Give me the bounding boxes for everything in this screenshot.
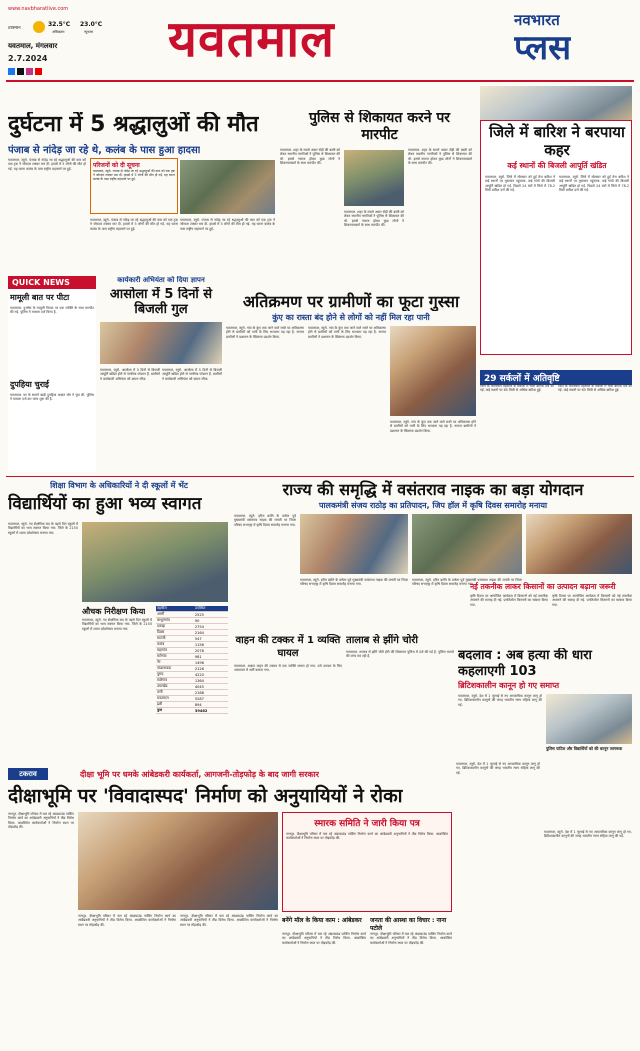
law-body: यवतमाल, ब्यूरो. देश में 1 जुलाई से नए आपराधिक कानून लागू हो गए. ब्रिटिशकालीन कानूनों की जगह भारतीय न्याय संहिता लागू की गई. (458, 694, 542, 707)
header-rule (6, 80, 634, 82)
police-body-col2: यवतमाल. शहर के सावरे अवार रोड़ी की बस्ती को लेकर स्थानीय नागरिकों ने पुलिस से शिकायत की थी. इससे नाराज होकर कुछ लोगों ने शिकायतकर्ता के साथ मारपीट की. (344, 210, 404, 227)
table-cell-count: 547 (194, 636, 228, 642)
family-informed-body: यवतमाल, ब्यूरो. पंजाब से नांदेड़ जा रहे श्रद्धालुओं की कार को एक ट्रक ने जोरदार टक्कर मार दी. हादसे में 5 लोगों की मौत हो गई. यह घटना कलंब के पास राष्ट्रीय महामार्ग पर हुई. (93, 169, 175, 181)
table-cell-count: 2076 (194, 648, 228, 654)
table-cell-taluka: मारेगांव (156, 654, 194, 660)
school-story (8, 480, 230, 758)
attendance-rows (156, 612, 228, 714)
city-day: यवतमाल, मंगलवार (8, 42, 58, 50)
farmers-body-col1: कृषि दिवस पर आयोजित कार्यक्रम में किसानों को नई तकनीक अपनाने की सलाह दी गई. प्रगतिशील किसानों का सत्कार किया गया. (470, 594, 548, 607)
law-body-cont1: यवतमाल, ब्यूरो. देश में 1 जुलाई से नए आपराधिक कानून लागू हो गए. ब्रिटिशकालीन कानूनों की जगह भारतीय न्याय संहिता लागू की गई. (456, 762, 540, 775)
issue-date: 2.7.2024 (8, 54, 48, 63)
thermometer-icon (33, 21, 45, 33)
encroach-photo (390, 326, 476, 416)
law-subhead: ब्रिटिशकालीन कानून हो गए समाप्त (458, 681, 560, 690)
max-temp-label: अधिकतम (52, 30, 65, 34)
lead-body-col3: यवतमाल, ब्यूरो. पंजाब से नांदेड़ जा रहे श्रद्धालुओं की कार को एक ट्रक ने जोरदार टक्कर मार दी. हादसे में 5 लोगों की मौत हो गई. यह घटना कलंब के पास राष्ट्रीय महामार्ग पर हुई. (180, 218, 275, 231)
diksha-sub2-body: नागपुर. दीक्षाभूमि परिसर में चल रहे अंडरग्राउंड पार्किंग निर्माण कार्य का आंबेडकरी अनुयायियों ने तीव्र विरोध किया. आक्रोशित कार्यकर्ताओं ने निर्माण स्थल पर तोड़फोड़ की. (370, 932, 452, 945)
table-cell-taluka: पांढरकवडा (156, 666, 194, 672)
weather-widget (8, 20, 118, 36)
table-cell-count: 5287 (194, 696, 228, 702)
school-kicker: शिक्षा विभाग के अधिकारियों ने दी स्कूलों में भेंट (50, 481, 188, 490)
naik-body-col1: यवतमाल, ब्यूरो. हरित क्रांति के प्रणेता पूर्व मुख्यमंत्री वसंतराव नाइक की जयंती पर जिला परिषद सभागृह में कृषि दिवस समारोह मनाया गया. (234, 514, 296, 527)
facebook-icon[interactable] (8, 68, 15, 75)
rain-body-col2: यवतमाल, ब्यूरो. जिले में सोमवार को हुई तेज बारिश ने कई स्थानों पर नुकसान पहुंचाया. कई गांवों की बिजली आपूर्ति खंडित हो गई. पिछले 24 घंटों में जिले में 78.2 मिमी बारिश दर्ज की गई. (559, 175, 629, 192)
accident-photo (180, 160, 275, 214)
memo-body: नागपुर. दीक्षाभूमि परिसर में चल रहे अंडरग्राउंड पार्किंग निर्माण कार्य का आंबेडकरी अनुयायियों ने तीव्र विरोध किया. आक्रोशित कार्यकर्ताओं ने निर्माण स्थल पर तोड़फोड़ की. (286, 832, 448, 841)
school-body-col1: यवतमाल, ब्यूरो. नए शैक्षणिक सत्र के पहले दिन स्कूलों में विद्यार्थियों का भव्य स्वागत किया गया. जिले के 2150 स्कूलों में शाला प्रवेशोत्सव मनाया गया. (8, 522, 78, 535)
law-photo (546, 694, 632, 744)
quick-news-item2-title: दुपहिया चुराई (10, 380, 49, 389)
site-url[interactable]: www.navbharatlive.com (8, 6, 69, 12)
encroach-story (226, 292, 476, 472)
lead-body-col1: यवतमाल, ब्यूरो. पंजाब से नांदेड़ जा रहे श्रद्धालुओं की कार को एक ट्रक ने जोरदार टक्कर मार दी. हादसे में 5 लोगों की मौत हो गई. यह घटना कलंब के पास राष्ट्रीय महामार्ग पर हुई. (8, 158, 86, 171)
memo-title: स्मारक समिति ने जारी किया पत्र (314, 819, 420, 829)
lead-headline: दुर्घटना में 5 श्रद्धालुओं की मौत (8, 112, 259, 137)
table-header-taluka: तहसील (156, 606, 194, 612)
section-rule-1 (6, 476, 634, 477)
table-cell-taluka: कुल (156, 708, 194, 714)
table-header-count: उपस्थित (194, 606, 228, 612)
naik-photo-1 (300, 514, 408, 574)
accident-body: यवतमाल. अज्ञात वाहन की टक्कर से एक व्यक्ति घायल हो गया. उसे उपचार के लिए अस्पताल में भर्ती कराया गया. (234, 664, 342, 673)
quick-news-item1-body: यवतमाल. दुर्भाषा के मामूली विवाद पर एक व्यक्ति के साथ मारपीट की गई. पुलिस ने मामला दर्ज किया है. (10, 306, 94, 315)
youtube-icon[interactable] (35, 68, 42, 75)
quick-news-title: QUICK NEWS (8, 276, 96, 289)
social-icons (8, 68, 42, 75)
rain-story (480, 120, 632, 355)
table-cell-count: 2525 (194, 612, 228, 618)
max-temp: 32.5°C (48, 21, 71, 28)
surplus-title: 29 सर्कलों में अतिवृष्टि (480, 370, 632, 385)
encroach-body-col1: यवतमाल, ब्यूरो. गांव के कुंए तक जाने वाले रास्ते पर अतिक्रमण होने से ग्रामीणों को पानी के लिए भटकना पड़ रहा है. नाराज ग्रामीणों ने प्रशासन के खिलाफ प्रदर्शन किया. (226, 326, 304, 339)
lead-subhead: पंजाब से नांदेड़ जा रहे थे, कलंब के पास हुआ हादसा (8, 145, 201, 156)
law-headline: बदलाव : अब हत्या की धारा कहलाएगी 103 (458, 648, 592, 679)
encroach-headline: अतिक्रमण पर ग्रामीणों का फूटा गुस्सा (242, 292, 460, 311)
surplus-box (480, 370, 632, 472)
table-cell-count: 2754 (194, 624, 228, 630)
family-informed-box (90, 158, 178, 214)
table-cell-taluka: पुसद (156, 672, 194, 678)
table-cell-count: 39462 (194, 708, 228, 714)
naik-subhead: पालकमंत्री संजय राठोड़ का प्रतिपादन, जिप हॉल में कृषि दिवस समारोह मनाया (318, 501, 548, 510)
table-cell-taluka: महागांव (156, 648, 194, 654)
rain-body-col1: यवतमाल, ब्यूरो. जिले में सोमवार को हुई तेज बारिश ने कई स्थानों पर नुकसान पहुंचाया. कई गांवों की बिजली आपूर्ति खंडित हो गई. पिछले 24 घंटों में जिले में 78.2 मिमी बारिश दर्ज की गई. (485, 175, 555, 192)
table-cell-count: 4045 (194, 684, 228, 690)
naik-body-col3: यवतमाल, ब्यूरो. हरित क्रांति के प्रणेता पूर्व मुख्यमंत्री वसंतराव नाइक की जयंती पर जिला परिषद सभागृह में कृषि दिवस समारोह मनाया गया. (412, 578, 522, 587)
power-body-col2: यवतमाल, ब्यूरो. आसोला में 5 दिनों से बिजली आपूर्ति खंडित होने से नागरिक परेशान हैं. ग्रामीणों ने कार्यकारी अभियंता को ज्ञापन सौंपा. (162, 368, 222, 381)
masthead-title: यवतमाल (168, 10, 336, 68)
power-photo (100, 322, 222, 364)
rain-photo (480, 86, 632, 124)
police-headline: पुलिस से शिकायत करने पर मारपीट (308, 110, 451, 143)
diksha-body-col2: नागपुर. दीक्षाभूमि परिसर में चल रहे अंडरग्राउंड पार्किंग निर्माण कार्य का आंबेडकरी अनुयायियों ने तीव्र विरोध किया. आक्रोशित कार्यकर्ताओं ने निर्माण स्थल पर तोड़फोड़ की. (78, 914, 176, 927)
pond-headline: तालाब से झींगे चोरी (346, 635, 418, 646)
table-cell-taluka: उमरखेड (156, 684, 194, 690)
police-story (280, 110, 475, 272)
table-cell-taluka: दिग्रस (156, 630, 194, 636)
naik-body-col2: यवतमाल, ब्यूरो. हरित क्रांति के प्रणेता पूर्व मुख्यमंत्री वसंतराव नाइक की जयंती पर जिला परिषद सभागृह में कृषि दिवस समारोह मनाया गया. (300, 578, 408, 587)
table-cell-taluka: यवतमाल (156, 696, 194, 702)
law-caption: पुलिस पाटिल और विद्यार्थियों को की कानून जागरूक (546, 746, 623, 751)
surplus-body-col2: जिले के यवतमाल तहसील के सर्कलों में भारी बारिश दर्ज की गई. कई स्थानों पर 65 मिमी से अधिक बारिश हुई. (558, 384, 632, 393)
school-body-col2: यवतमाल, ब्यूरो. नए शैक्षणिक सत्र के पहले दिन स्कूलों में विद्यार्थियों का भव्य स्वागत किया गया. जिले के 2150 स्कूलों में शाला प्रवेशोत्सव मनाया गया. (82, 618, 152, 631)
diksha-sub1-body: नागपुर. दीक्षाभूमि परिसर में चल रहे अंडरग्राउंड पार्किंग निर्माण कार्य का आंबेडकरी अनुयायियों ने तीव्र विरोध किया. आक्रोशित कार्यकर्ताओं ने निर्माण स्थल पर तोड़फोड़ की. (282, 932, 366, 945)
min-temp-label: न्यूनतम (84, 30, 94, 34)
diksha-sub1: बनेंगे मॉल के किया काम : आंबेडकर (282, 917, 362, 924)
accident-headline: वाहन की टक्कर में 1 व्यक्ति घायल (235, 635, 341, 659)
table-cell-count: 2126 (194, 666, 228, 672)
quick-news-item1-title: मामूली बात पर पीटा (10, 293, 70, 302)
inspect-title: औचक निरीक्षण किया (82, 607, 146, 616)
table-cell-count: 2164 (194, 630, 228, 636)
naik-photo-3 (526, 514, 632, 574)
diksha-headline: दीक्षाभूमि पर 'विवादास्पद' निर्माण को अनुयायियों ने रोका (8, 785, 403, 807)
diksha-photo (78, 812, 278, 910)
diksha-sub2: जनता की आस्था का विचार : नाना पटोले (370, 917, 447, 932)
rain-subhead: कई स्थानों की बिजली आपूर्ति खंडित (507, 161, 607, 170)
police-body-col1: यवतमाल. शहर के सावरे अवार रोड़ी की बस्ती को लेकर स्थानीय नागरिकों ने पुलिस से शिकायत की थी. इससे नाराज होकर कुछ लोगों ने शिकायतकर्ता के साथ मारपीट की. (280, 148, 340, 165)
school-headline: विद्यार्थियों का हुआ भव्य स्वागत (8, 494, 202, 514)
table-cell-count: 1156 (194, 642, 228, 648)
quick-news-item2-body: यवतमाल. घर के सामने खड़ी दुपहिया अज्ञात चोर ने चुरा ली. पुलिस ने मामला दर्ज कर जांच शुरू की है. (10, 393, 94, 402)
table-row (156, 708, 228, 714)
school-photo (82, 522, 228, 602)
table-cell-taluka: कलंब (156, 642, 194, 648)
surplus-body-col1: जिले के यवतमाल तहसील के सर्कलों में भारी बारिश दर्ज की गई. कई स्थानों पर 65 मिमी से अधिक बारिश हुई. (480, 384, 554, 393)
power-headline: आसोला में 5 दिनों से बिजली गुल (109, 287, 213, 317)
naik-headline: राज्य की समृद्धि में वसंतराव नाइक का बड़ा योगदान (282, 480, 584, 499)
power-story (100, 276, 222, 472)
lead-body-col2: यवतमाल, ब्यूरो. पंजाब से नांदेड़ जा रहे श्रद्धालुओं की कार को एक ट्रक ने जोरदार टक्कर मार दी. हादसे में 5 लोगों की मौत हो गई. यह घटना कलंब के पास राष्ट्रीय महामार्ग पर हुई. (90, 218, 178, 231)
police-body-col3: यवतमाल. शहर के सावरे अवार रोड़ी की बस्ती को लेकर स्थानीय नागरिकों ने पुलिस से शिकायत की थी. इससे नाराज होकर कुछ लोगों ने शिकायतकर्ता के साथ मारपीट की. (408, 148, 472, 165)
table-cell-count: 1364 (194, 678, 228, 684)
table-cell-taluka: राळेगांव (156, 678, 194, 684)
naik-photo-2 (412, 514, 522, 574)
table-cell-count: 1496 (194, 660, 228, 666)
encroach-body-col3: यवतमाल, ब्यूरो. गांव के कुंए तक जाने वाले रास्ते पर अतिक्रमण होने से ग्रामीणों को पानी के लिए भटकना पड़ रहा है. नाराज ग्रामीणों ने प्रशासन के खिलाफ प्रदर्शन किया. (390, 420, 476, 433)
law-story (458, 648, 632, 758)
encroach-body-col2: यवतमाल, ब्यूरो. गांव के कुंए तक जाने वाले रास्ते पर अतिक्रमण होने से ग्रामीणों को पानी के लिए भटकना पड़ रहा है. नाराज ग्रामीणों ने प्रशासन के खिलाफ प्रदर्शन किया. (308, 326, 386, 339)
pond-body: यवतमाल. तालाब से झींगे चोरी होने की शिकायत पुलिस में दर्ज की गई है. पुलिस मामले की जांच कर रही है. (346, 650, 454, 659)
table-cell-count: 2188 (194, 690, 228, 696)
memo-box (282, 812, 452, 912)
table-cell-taluka: आर्णी (156, 612, 194, 618)
table-cell-taluka: वणी (156, 690, 194, 696)
table-cell-taluka: नेर (156, 660, 194, 666)
diksha-tag: टकराव (8, 768, 48, 780)
brand-top: नवभारत (514, 11, 560, 29)
x-icon[interactable] (17, 68, 24, 75)
brand-logo (510, 10, 628, 72)
power-kicker: कार्यकारी अभियंता को दिया ज्ञापन (117, 276, 205, 284)
rain-headline: जिले में बारिश ने बरपाया कहर (489, 123, 625, 159)
diksha-kicker: दीक्षा भूमि पर धमके आंबेडकरी कार्यकर्ता, आगजनी-तोड़फोड़ के बाद जागी सरकार (80, 770, 319, 779)
table-cell-taluka: बाभुलगांव (156, 618, 194, 624)
diksha-body-col1: नागपुर. दीक्षाभूमि परिसर में चल रहे अंडरग्राउंड पार्किंग निर्माण कार्य का आंबेडकरी अनुयायियों ने तीव्र विरोध किया. आक्रोशित कार्यकर्ताओं ने निर्माण स्थल पर तोड़फोड़ की. (8, 812, 74, 829)
farmers-headline: नई तकनीक लाकर किसानों का उत्पादन बढ़ाना जरूरी (470, 582, 616, 591)
diksha-body-col3: नागपुर. दीक्षाभूमि परिसर में चल रहे अंडरग्राउंड पार्किंग निर्माण कार्य का आंबेडकरी अनुयायियों ने तीव्र विरोध किया. आक्रोशित कार्यकर्ताओं ने निर्माण स्थल पर तोड़फोड़ की. (180, 914, 278, 927)
table-cell-taluka: दारव्हा (156, 624, 194, 630)
power-body-col1: यवतमाल, ब्यूरो. आसोला में 5 दिनों से बिजली आपूर्ति खंडित होने से नागरिक परेशान हैं. ग्रामीणों ने कार्यकारी अभियंता को ज्ञापन सौंपा. (100, 368, 160, 381)
min-temp: 23.0°C (80, 21, 103, 28)
police-photo (344, 150, 404, 206)
attendance-table (156, 606, 228, 714)
family-informed-title: परिजनों को दी सूचना (93, 162, 140, 169)
law-body-cont2: यवतमाल, ब्यूरो. देश में 1 जुलाई से नए आपराधिक कानून लागू हो गए. ब्रिटिशकालीन कानूनों की जगह भारतीय न्याय संहिता लागू की गई. (544, 830, 632, 839)
accident-story (234, 634, 342, 758)
table-cell-count: 981 (194, 654, 228, 660)
table-cell-count: 4220 (194, 672, 228, 678)
encroach-subhead: कुंए का रास्ता बंद होने से लोगों को नहीं मिल रहा पानी (272, 313, 430, 322)
table-cell-count: 90 (194, 618, 228, 624)
quick-news (8, 276, 96, 472)
brand-bottom: प्लस (514, 28, 572, 68)
pond-story (346, 634, 454, 758)
table-cell-count: 894 (194, 702, 228, 708)
instagram-icon[interactable] (26, 68, 33, 75)
table-cell-taluka: झरी (156, 702, 194, 708)
table-cell-taluka: घाटंजी (156, 636, 194, 642)
weather-label: तापमान (8, 26, 21, 31)
farmers-body-col2: कृषि दिवस पर आयोजित कार्यक्रम में किसानों को नई तकनीक अपनाने की सलाह दी गई. प्रगतिशील किसानों का सत्कार किया गया. (552, 594, 632, 607)
